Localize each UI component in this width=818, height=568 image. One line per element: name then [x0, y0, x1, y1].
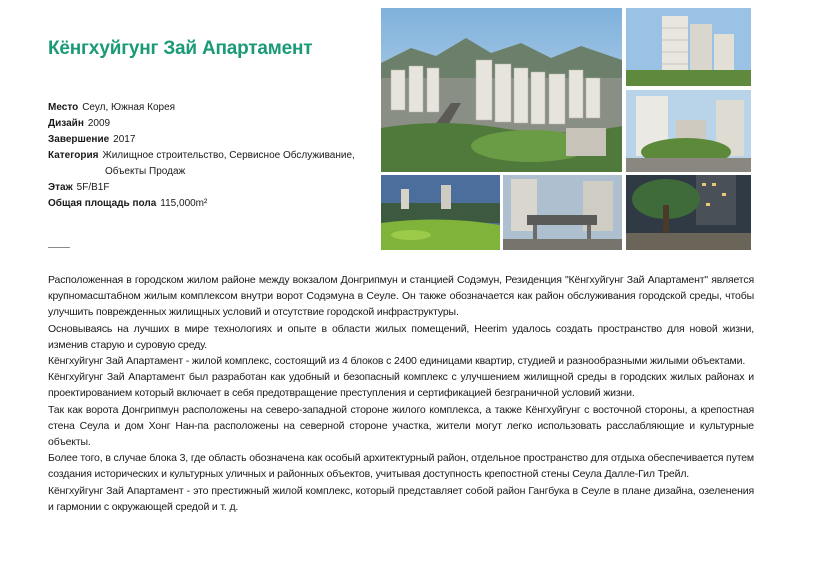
area-label: Общая площадь пола	[48, 198, 157, 209]
info-completion	[48, 132, 378, 148]
floors-value: 5F/B1F	[76, 182, 110, 193]
paragraph: Основываясь на лучших в мире технологиях и опыте в области жилых помещений, Heerim удалось создать пространство для новой жизни, изменив старую и суровую среду.	[48, 322, 754, 351]
floors-label: Этаж	[48, 182, 73, 193]
paragraph: Более того, в случае блока 3, где область обозначена как особый архитектурный район, отдельное пространство для отдыха обеспечивается путем создания исторических и культурных уличных и районных объектов, учитывая доступность крепостной стены Сеула Далле-Гил Трейл.	[48, 452, 754, 481]
category-value-continued: Объекты Продаж	[105, 166, 186, 177]
photo-park-lawn	[381, 175, 500, 250]
photo-building-garden	[626, 90, 751, 172]
completion-label: Завершение	[48, 134, 110, 145]
paragraph: Кёнгхуйгунг Зай Апартамент был разработан как удобный и безопасный комплекс с улучшением жилищной среды в городских жилых районах и проектированием который включает в себя предотвращение преступления и сертификацией безграничной условий жизни.	[48, 371, 754, 400]
info-design	[48, 116, 378, 132]
photo-aerial-view	[381, 8, 622, 172]
description	[48, 272, 754, 515]
page-title: Кёнгхуйгунг Зай Апартамент	[48, 38, 313, 59]
paragraph: Так как ворота Донгрипмун расположены на северо-западной стороне жилого комплекса, а также Кёнгхуйгунг с восточной стороны, а крепостная стена Сеула и дом Хонг Нан-па расположены на северной стороне участка, жители могут легко использовать расслабляющие и культурные объекты.	[48, 403, 754, 449]
category-label: Категория	[48, 150, 99, 161]
photo-entrance-gate	[503, 175, 622, 250]
info-floors	[48, 180, 378, 196]
design-value: 2009	[87, 118, 111, 129]
paragraph: Кёнгхуйгунг Зай Апартамент - жилой комплекс, состоящий из 4 блоков с 2400 единицами квартир, студией и разнообразными жилыми объектами.	[48, 355, 746, 368]
photo-tower-day	[626, 8, 751, 86]
paragraph: Кёнгхуйгунг Зай Апартамент - это престижный жилой комплекс, который представляет собой район Гангбука в Сеуле в плане дизайна, озеленения и гармонии с окружающей средой и т. д.	[48, 484, 754, 513]
place-label: Место	[48, 102, 79, 113]
category-value: Жилищное строительство, Сервисное Обслуживание,	[102, 150, 355, 161]
completion-value: 2017	[113, 134, 136, 145]
photo-night-courtyard	[626, 175, 751, 250]
info-place	[48, 100, 378, 116]
design-label: Дизайн	[48, 118, 84, 129]
area-value: 115,000m²	[160, 198, 208, 209]
info-area	[48, 196, 378, 212]
paragraph: Расположенная в городском жилом районе между вокзалом Донгрипмун и станцией Содэмун, Резиденция "Кёнгхуйгунг Зай Апартамент" является крупномасштабном жилым комплексом внутри ворот Содэмуна в Сеуле. Он также обозначается как район обслуживания городской среды, чтобы улучшить поврежденных жилищных условий и отсутствие городской инфраструктуры.	[48, 274, 754, 319]
info-category	[48, 148, 378, 164]
place-value: Сеул, Южная Корея	[82, 102, 176, 113]
project-info	[48, 100, 378, 212]
divider	[48, 247, 70, 248]
